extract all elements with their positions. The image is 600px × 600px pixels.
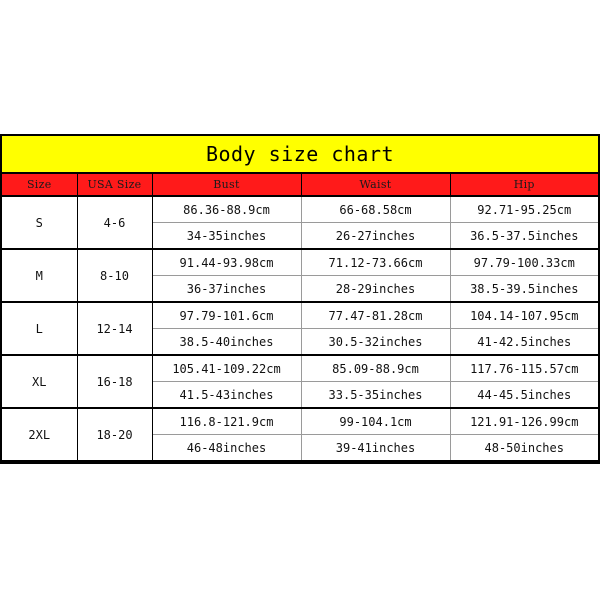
hip-inch-cell: 41-42.5inches [450,329,598,356]
usa-size-cell: 12-14 [77,302,152,355]
bust-inch-cell: 38.5-40inches [152,329,301,356]
usa-size-cell: 16-18 [77,355,152,408]
bust-cm-cell: 91.44-93.98cm [152,249,301,276]
header-size: Size [2,174,77,196]
waist-inch-cell: 33.5-35inches [301,382,450,409]
waist-inch-cell: 26-27inches [301,223,450,250]
hip-cm-cell: 92.71-95.25cm [450,196,598,223]
header-bust: Bust [152,174,301,196]
bust-cm-cell: 86.36-88.9cm [152,196,301,223]
hip-cm-cell: 117.76-115.57cm [450,355,598,382]
header-usa-size: USA Size [77,174,152,196]
chart-title: Body size chart [2,136,598,174]
hip-cm-cell: 121.91-126.99cm [450,408,598,435]
bust-cm-cell: 116.8-121.9cm [152,408,301,435]
waist-cm-cell: 99-104.1cm [301,408,450,435]
size-cell: L [2,302,77,355]
size-table [2,174,598,462]
size-cell: M [2,249,77,302]
header-hip: Hip [450,174,598,196]
hip-inch-cell: 44-45.5inches [450,382,598,409]
bust-inch-cell: 36-37inches [152,276,301,303]
waist-cm-cell: 71.12-73.66cm [301,249,450,276]
header-waist: Waist [301,174,450,196]
bust-inch-cell: 34-35inches [152,223,301,250]
size-chart [0,134,600,464]
table-row [2,408,598,435]
usa-size-cell: 8-10 [77,249,152,302]
waist-cm-cell: 85.09-88.9cm [301,355,450,382]
hip-cm-cell: 104.14-107.95cm [450,302,598,329]
waist-cm-cell: 77.47-81.28cm [301,302,450,329]
waist-inch-cell: 30.5-32inches [301,329,450,356]
hip-inch-cell: 36.5-37.5inches [450,223,598,250]
usa-size-cell: 18-20 [77,408,152,461]
bust-inch-cell: 41.5-43inches [152,382,301,409]
hip-cm-cell: 97.79-100.33cm [450,249,598,276]
waist-cm-cell: 66-68.58cm [301,196,450,223]
bust-inch-cell: 46-48inches [152,435,301,462]
waist-inch-cell: 39-41inches [301,435,450,462]
size-cell: S [2,196,77,249]
size-cell: XL [2,355,77,408]
bust-cm-cell: 97.79-101.6cm [152,302,301,329]
table-row [2,355,598,382]
table-row [2,196,598,223]
size-cell: 2XL [2,408,77,461]
table-row [2,302,598,329]
bust-cm-cell: 105.41-109.22cm [152,355,301,382]
usa-size-cell: 4-6 [77,196,152,249]
hip-inch-cell: 38.5-39.5inches [450,276,598,303]
table-row [2,249,598,276]
hip-inch-cell: 48-50inches [450,435,598,462]
header-row [2,174,598,196]
waist-inch-cell: 28-29inches [301,276,450,303]
